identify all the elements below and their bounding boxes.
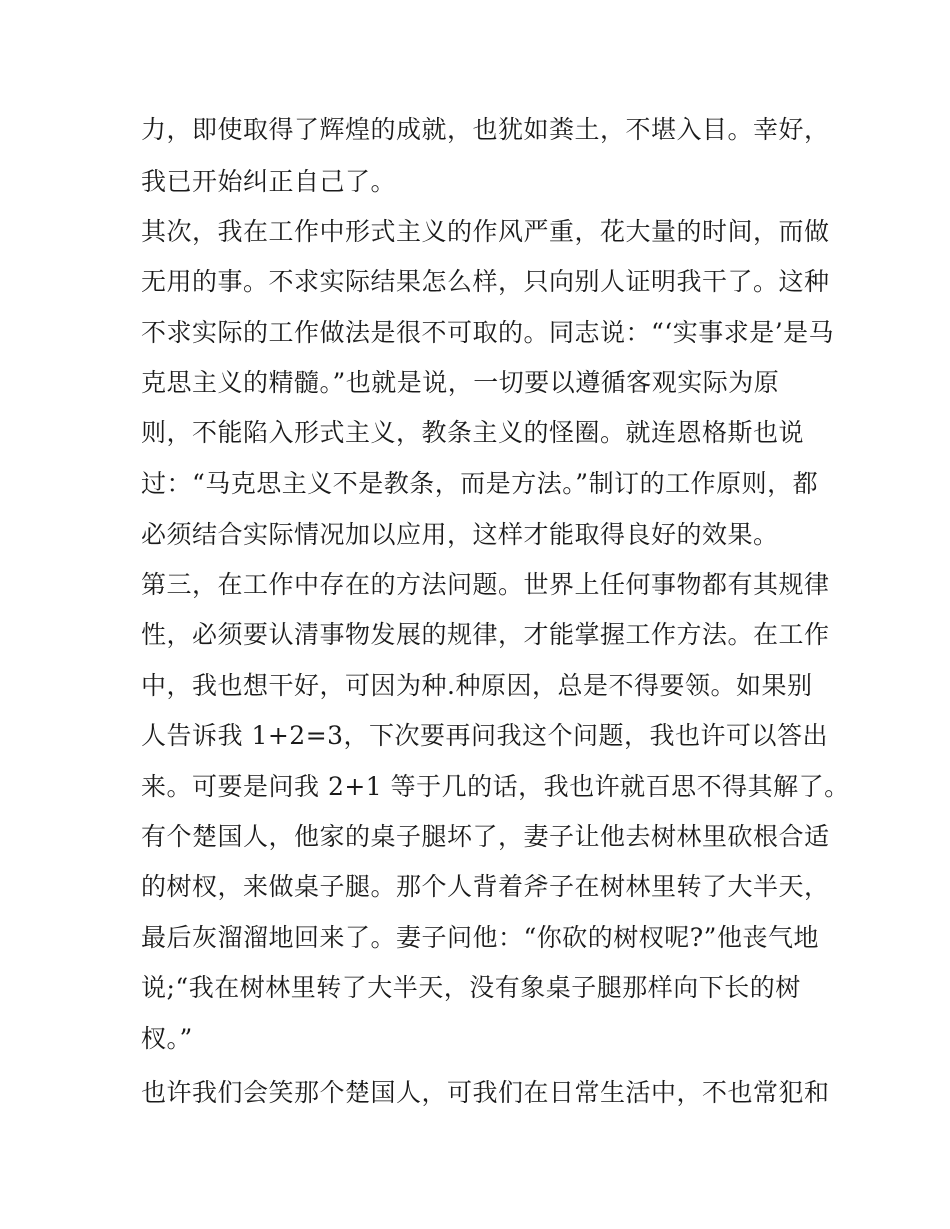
- text-line: 过：“马克思主义不是教条，而是方法。”制订的工作原则，都: [141, 469, 819, 498]
- text-line: 必须结合实际情况加以应用，这样才能取得良好的效果。: [141, 520, 779, 549]
- text-line: 也许我们会笑那个楚国人，可我们在日常生活中，不也常犯和: [141, 1078, 830, 1107]
- text-line: 有个楚国人，他家的桌子腿坏了，妻子让他去树林里砍根合适: [141, 822, 830, 851]
- text-line: 不求实际的工作做法是很不可取的。同志说：“‘实事求是’是马: [141, 318, 835, 347]
- text-line: 无用的事。不求实际结果怎么样，只向别人证明我干了。这种: [141, 267, 830, 296]
- text-line: 人告诉我 1+2=3，下次要再问我这个问题，我也许可以答出: [141, 721, 829, 750]
- text-line: 中，我也想干好，可因为种.种原因，总是不得要领。如果别: [141, 671, 813, 700]
- text-line: 第三，在工作中存在的方法问题。世界上任何事物都有其规律: [141, 570, 830, 599]
- text-line: 性，必须要认清事物发展的规律，才能掌握工作方法。在工作: [141, 620, 830, 649]
- text-line: 则，不能陷入形式主义，教条主义的怪圈。就连恩格斯也说: [141, 418, 805, 447]
- text-line: 最后灰溜溜地回来了。妻子问他：“你砍的树杈呢?”他丧气地: [141, 923, 819, 952]
- text-line: 的树杈，来做桌子腿。那个人背着斧子在树林里转了大半天，: [141, 872, 830, 901]
- text-line: 杈。”: [141, 1024, 193, 1053]
- text-line: 来。可要是问我 2+1 等于几的话，我也许就百思不得其解了。: [141, 772, 850, 801]
- text-line: 说;“我在树林里转了大半天，没有象桌子腿那样向下长的树: [141, 973, 801, 1002]
- text-line: 力，即使取得了辉煌的成就，也犹如粪土，不堪入目。幸好，: [141, 115, 830, 144]
- text-line: 克思主义的精髓。”也就是说，一切要以遵循客观实际为原: [141, 368, 780, 397]
- text-line: 我已开始纠正自己了。: [141, 167, 397, 196]
- text-line: 其次，我在工作中形式主义的作风严重，花大量的时间，而做: [141, 217, 830, 246]
